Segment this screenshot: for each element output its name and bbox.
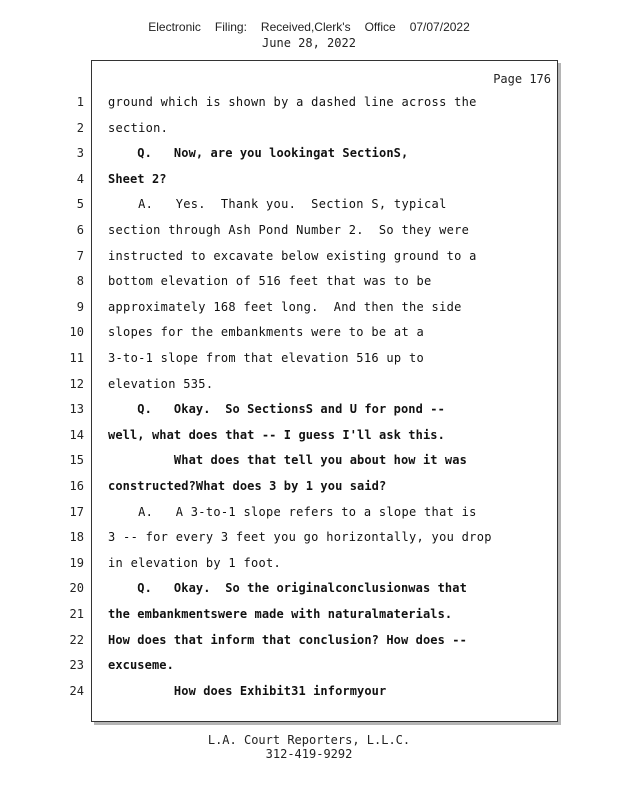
filing-stamp bbox=[0, 20, 618, 34]
line-number: 1 bbox=[76, 95, 84, 109]
line-text: Q. Now, are you lookingat SectionS, bbox=[108, 146, 409, 161]
transcript-line bbox=[0, 300, 600, 320]
transcript-line bbox=[0, 249, 600, 269]
line-text: elevation 535. bbox=[108, 376, 214, 391]
filing-part-electronic: Electronic bbox=[148, 20, 201, 34]
line-number: 3 bbox=[76, 146, 84, 161]
line-number: 24 bbox=[69, 683, 84, 698]
line-text: excuseme. bbox=[108, 658, 174, 673]
page-number: Page 176 bbox=[493, 72, 551, 86]
transcript-line bbox=[0, 172, 600, 192]
transcript-line bbox=[0, 556, 600, 576]
transcript-line bbox=[0, 453, 600, 473]
line-text: in elevation by 1 foot. bbox=[108, 555, 282, 570]
line-number: 23 bbox=[69, 658, 84, 673]
transcript-line bbox=[0, 325, 600, 345]
line-text: approximately 168 feet long. And then the side bbox=[108, 299, 462, 314]
filing-part-date: 07/07/2022 bbox=[409, 20, 470, 34]
transcript-line bbox=[0, 530, 600, 550]
transcript-line bbox=[0, 351, 600, 371]
transcript-date: June 28, 2022 bbox=[262, 36, 356, 50]
transcript-line bbox=[0, 581, 600, 601]
line-text: How does Exhibit31 informyour bbox=[108, 683, 387, 698]
line-number: 2 bbox=[76, 120, 84, 135]
transcript-line bbox=[0, 223, 600, 243]
line-text: Q. Okay. So the originalconclusionwas that bbox=[108, 581, 467, 596]
filing-part-received: Received,Clerk's bbox=[260, 20, 351, 34]
transcript-line bbox=[0, 146, 600, 166]
line-text: 3 -- for every 3 feet you go horizontally, you drop bbox=[108, 530, 492, 545]
line-text: A. Yes. Thank you. Section S, typical bbox=[108, 197, 447, 212]
line-number: 17 bbox=[69, 504, 84, 519]
line-number: 10 bbox=[69, 325, 84, 340]
transcript-line bbox=[0, 607, 600, 627]
line-text: ground which is shown by a dashed line across the bbox=[108, 95, 477, 109]
line-number: 5 bbox=[76, 197, 84, 212]
line-number: 8 bbox=[76, 274, 84, 289]
line-text: section through Ash Pond Number 2. So they were bbox=[108, 223, 470, 237]
transcript-line bbox=[0, 428, 600, 448]
line-text: section. bbox=[108, 120, 169, 135]
line-text: the embankmentswere made with naturalmaterials. bbox=[108, 607, 453, 621]
line-text: well, what does that -- I guess I'll ask this. bbox=[108, 427, 445, 442]
transcript-line bbox=[0, 274, 600, 294]
transcript-line bbox=[0, 505, 600, 525]
line-number: 12 bbox=[69, 376, 84, 391]
line-number: 14 bbox=[69, 427, 84, 442]
line-text: constructed?What does 3 by 1 you said? bbox=[108, 479, 387, 493]
line-text: 3-to-1 slope from that elevation 516 up to bbox=[108, 351, 425, 365]
transcript-line bbox=[0, 377, 600, 397]
line-text: bottom elevation of 516 feet that was to be bbox=[108, 274, 432, 289]
reporter-phone: 312-419-9292 bbox=[265, 747, 353, 761]
line-number: 18 bbox=[69, 530, 84, 545]
line-number: 11 bbox=[69, 351, 84, 365]
line-number: 16 bbox=[69, 479, 84, 493]
line-number: 9 bbox=[76, 299, 84, 314]
transcript-line bbox=[0, 95, 600, 115]
line-number: 22 bbox=[69, 632, 84, 647]
line-number: 21 bbox=[69, 607, 84, 621]
transcript-line bbox=[0, 633, 600, 653]
filing-part-office: Office bbox=[364, 20, 396, 34]
line-text: How does that inform that conclusion? How does -- bbox=[108, 632, 467, 647]
line-text: A. A 3-to-1 slope refers to a slope that is bbox=[108, 504, 477, 519]
line-number: 7 bbox=[76, 248, 84, 263]
reporter-company: L.A. Court Reporters, L.L.C. bbox=[207, 733, 411, 747]
line-number: 15 bbox=[69, 453, 84, 468]
line-number: 13 bbox=[69, 402, 84, 417]
transcript-line bbox=[0, 197, 600, 217]
line-number: 19 bbox=[69, 555, 84, 570]
transcript-line bbox=[0, 402, 600, 422]
line-text: Sheet 2? bbox=[108, 171, 167, 186]
transcript-line bbox=[0, 121, 600, 141]
transcript-line bbox=[0, 684, 600, 704]
line-text: slopes for the embankments were to be at a bbox=[108, 325, 425, 340]
transcript-line bbox=[0, 658, 600, 678]
line-number: 6 bbox=[76, 223, 84, 237]
line-number: 20 bbox=[69, 581, 84, 596]
line-text: instructed to excavate below existing ground to a bbox=[108, 248, 477, 263]
line-text: What does that tell you about how it was bbox=[108, 453, 467, 468]
transcript-line bbox=[0, 479, 600, 499]
line-text: Q. Okay. So SectionsS and U for pond -- bbox=[108, 402, 445, 417]
line-number: 4 bbox=[76, 171, 84, 186]
filing-part-filing: Filing: bbox=[214, 20, 247, 34]
